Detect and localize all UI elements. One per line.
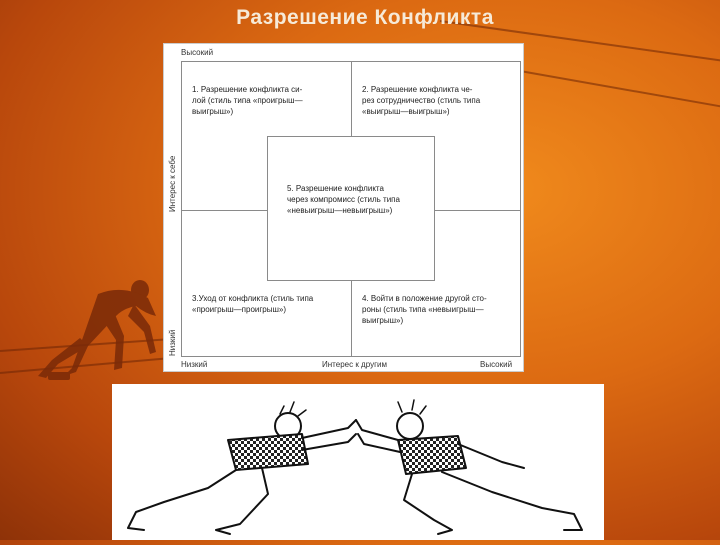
quadrant-1-text: 1. Разрешение конфликта си- лой (стиль типа «проигрыш— выигрыш»): [192, 85, 303, 116]
conflict-cartoon-drawing: [112, 384, 604, 540]
y-axis-title: Интерес к себе: [168, 155, 177, 212]
conflict-cartoon-image: [112, 384, 604, 540]
x-axis-high-label: Высокий: [480, 360, 513, 369]
slide-title: Разрешение Конфликта: [236, 6, 494, 29]
conflict-matrix: [163, 43, 524, 372]
quadrant-3-text: 3.Уход от конфликта (стиль типа «проигрыш—проигрыш»): [192, 294, 314, 314]
grid-left-line: [181, 61, 182, 357]
runner-silhouette-image: [28, 276, 178, 386]
x-axis-title: Интерес к другим: [322, 360, 387, 369]
quadrant-2-text: 2. Разрешение конфликта че- рез сотрудничество (стиль типа «выигрыш—выигрыш»): [362, 85, 481, 116]
quadrant-5-text: 5. Разрешение конфликта через компромисс (стиль типа «невыигрыш—невыигрыш»): [287, 184, 400, 215]
y-axis-high-label: Высокий: [181, 48, 214, 57]
quadrant-4-text: 4. Войти в положение другой сто- роны (стиль типа «невыигрыш— выигрыш»): [362, 294, 487, 325]
bg-stripe: [520, 70, 720, 110]
y-axis-low-label: Низкий: [168, 329, 177, 356]
grid-right-line: [520, 61, 521, 357]
x-axis-low-label: Низкий: [181, 360, 208, 369]
compromise-box: [267, 136, 435, 281]
